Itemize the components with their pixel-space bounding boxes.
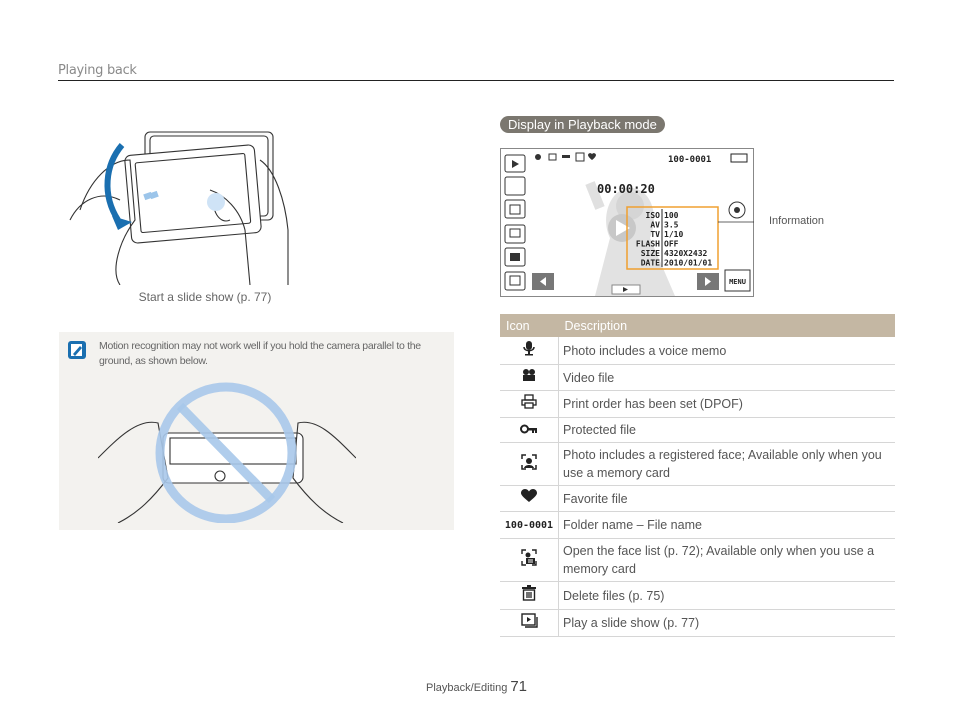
playback-display-heading: Display in Playback mode [500, 116, 665, 133]
info-key: TV [650, 230, 660, 239]
row-description: Folder name – File name [559, 512, 896, 539]
folder-file-name-icon: 100-0001 [504, 520, 554, 531]
info-value: 4320X2432 [664, 249, 708, 258]
table-row [500, 539, 895, 582]
table-row [500, 418, 895, 443]
info-key: AV [650, 220, 660, 230]
section-title: Playing back [58, 63, 137, 78]
page-footer [426, 678, 527, 695]
info-value: 2010/01/01 [664, 258, 713, 268]
table-row [500, 512, 895, 539]
note-text: Motion recognition may not work well if you hold the camera parallel to the ground, as shown below. [99, 340, 421, 367]
footer-section-label: Playback/Editing [426, 682, 508, 694]
favorite-heart-icon [521, 489, 537, 503]
table-row [500, 443, 895, 486]
info-key: DATE [640, 258, 660, 268]
row-description: Favorite file [559, 486, 896, 512]
col-header-description: Description [559, 314, 896, 337]
row-description: Photo includes a voice memo [559, 337, 896, 365]
playback-screen-illustration [500, 148, 754, 297]
header-divider [58, 80, 894, 81]
info-value: OFF [664, 239, 679, 249]
row-description: Delete files (p. 75) [559, 582, 896, 610]
camera-tilt-illustration [60, 120, 290, 285]
table-row [500, 391, 895, 418]
info-key: FLASH [635, 239, 660, 249]
row-description: Photo includes a registered face; Available only when you use a memory card [559, 443, 896, 486]
screen-file-counter: 100-0001 [668, 155, 712, 165]
delete-icon [522, 585, 536, 601]
info-value: 100 [664, 211, 679, 220]
menu-label: MENU [729, 278, 746, 286]
table-row [500, 610, 895, 637]
prohibited-parallel-hold-illustration [98, 378, 356, 523]
table-row [500, 582, 895, 610]
video-file-icon [521, 368, 537, 382]
face-list-icon [521, 549, 537, 566]
row-description: Play a slide show (p. 77) [559, 610, 896, 637]
print-order-icon [521, 394, 537, 409]
icon-description-table [500, 314, 895, 637]
illustration-caption: Start a slide show (p. 77) [138, 290, 272, 304]
table-row [500, 365, 895, 391]
row-description: Video file [559, 365, 896, 391]
row-description: Open the face list (p. 72); Available only when you use a memory card [559, 539, 896, 582]
info-key: ISO [645, 211, 660, 220]
col-header-icon: Icon [500, 314, 559, 337]
info-key: SIZE [640, 249, 660, 258]
voice-memo-icon [522, 340, 536, 356]
info-value: 1/10 [664, 230, 684, 239]
table-row [500, 337, 895, 365]
registered-face-icon [521, 454, 537, 470]
page-number: 71 [510, 678, 528, 695]
note-pencil-icon [67, 340, 87, 360]
information-callout: Information [769, 215, 825, 227]
row-description: Protected file [559, 418, 896, 443]
table-row [500, 486, 895, 512]
info-value: 3.5 [664, 220, 679, 230]
slide-show-icon [521, 613, 538, 628]
protected-file-icon [520, 424, 538, 434]
row-description: Print order has been set (DPOF) [559, 391, 896, 418]
screen-time: 00:00:20 [597, 182, 655, 196]
